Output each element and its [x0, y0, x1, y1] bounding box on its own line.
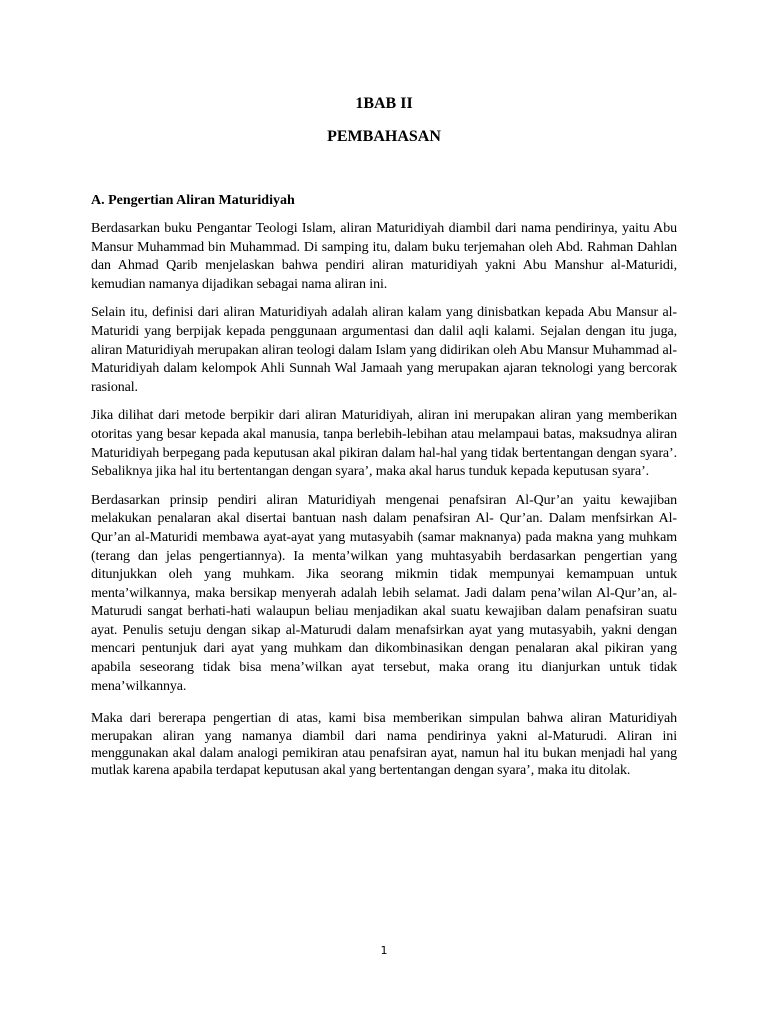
body-text	[91, 220, 677, 789]
document-page	[91, 0, 677, 1024]
paragraph-5: Maka dari bererapa pengertian di atas, kami bisa memberikan simpulan bahwa aliran Maturidiyah merupakan aliran yang namanya diambil dari nama pendirinya yakni al-Maturudi. Aliran ini menggunakan akal dalam analogi pemikiran atau penafsiran ayat, namun hal itu bukan menjadi hal yang mutlak karena apabila terdapat keputusan akal yang bertentangan dengan syara’, maka itu ditolak.	[91, 711, 677, 779]
chapter-number: 1BAB II	[355, 95, 413, 112]
chapter-title: PEMBAHASAN	[327, 128, 441, 145]
paragraph-3: Jika dilihat dari metode berpikir dari aliran Maturidiyah, aliran ini merupakan aliran yang memberikan otoritas yang besar kepada akal manusia, tanpa berlebih-lebihan atau melampaui batas, maksudnya aliran Maturidiyah berpegang pada keputusan akal pikiran dalam hal-hal yang tidak bertentangan dengan syara’. Sebaliknya jika hal itu bertentangan dengan syara’, maka akal harus tunduk kepada keputusan syara’.	[91, 408, 677, 480]
paragraph-2: Selain itu, definisi dari aliran Maturidiyah adalah aliran kalam yang dinisbatkan kepada Abu Mansur al-Maturidi yang berpijak kepada penggunaan argumentasi dan dalil aqli kalami. Sejalan dengan itu juga, aliran Maturidiyah merupakan aliran teologi dalam Islam yang didirikan oleh Abu Mansur Muhammad al-Maturidiyah dalam kelompok Ahli Sunnah Wal Jamaah yang merupakan ajaran teknologi yang bercorak rasional.	[91, 305, 677, 395]
page-number: 1	[380, 944, 388, 957]
section-heading: A. Pengertian Aliran Maturidiyah	[91, 193, 295, 208]
paragraph-4: Berdasarkan prinsip pendiri aliran Maturidiyah mengenai penafsiran Al-Qur’an yaitu kewajiban melakukan penalaran akal disertai bantuan nash dalam penafsiran Al- Qur’an. Dalam menfsirkan Al-Qur’an al-Maturidi membawa ayat-ayat yang mutasyabih (samar maknanya) pada makna yang muhkam (terang dan jelas pengertiannya). Ia menta’wilkan yang muhtasyabih berdasarkan pengertian yang ditunjukkan oleh yang muhkam. Jika seorang mikmin tidak mempunyai kemampuan untuk menta’wilkannya, maka bersikap menyerah adalah lebih selamat. Jadi dalam pena’wilan Al-Qur’an, al-Maturudi sangat berhati-hati walaupun beliau menjadikan akal suatu kewajiban dalam penafsiran suatu ayat. Penulis setuju dengan sikap al-Maturudi dalam menafsirkan ayat yang mutasyabih, yakni dengan mencari pentunjuk dari ayat yang muhkam dan dikombinasikan dengan penalaran akal pikiran yang apabila seseorang tidak bisa mena’wilkan ayat tersebut, maka orang itu dianjurkan untuk tidak mena’wilkannya.	[91, 492, 677, 694]
paragraph-1: Berdasarkan buku Pengantar Teologi Islam, aliran Maturidiyah diambil dari nama pendirinya, yaitu Abu Mansur Muhammad bin Muhammad. Di samping itu, dalam buku terjemahan oleh Abd. Rahman Dahlan dan Ahmad Qarib menjelaskan bahwa pendiri aliran maturidiyah yakni Abu Manshur al-Maturidi, kemudian namanya dijadikan sebagai nama aliran ini.	[91, 221, 677, 292]
